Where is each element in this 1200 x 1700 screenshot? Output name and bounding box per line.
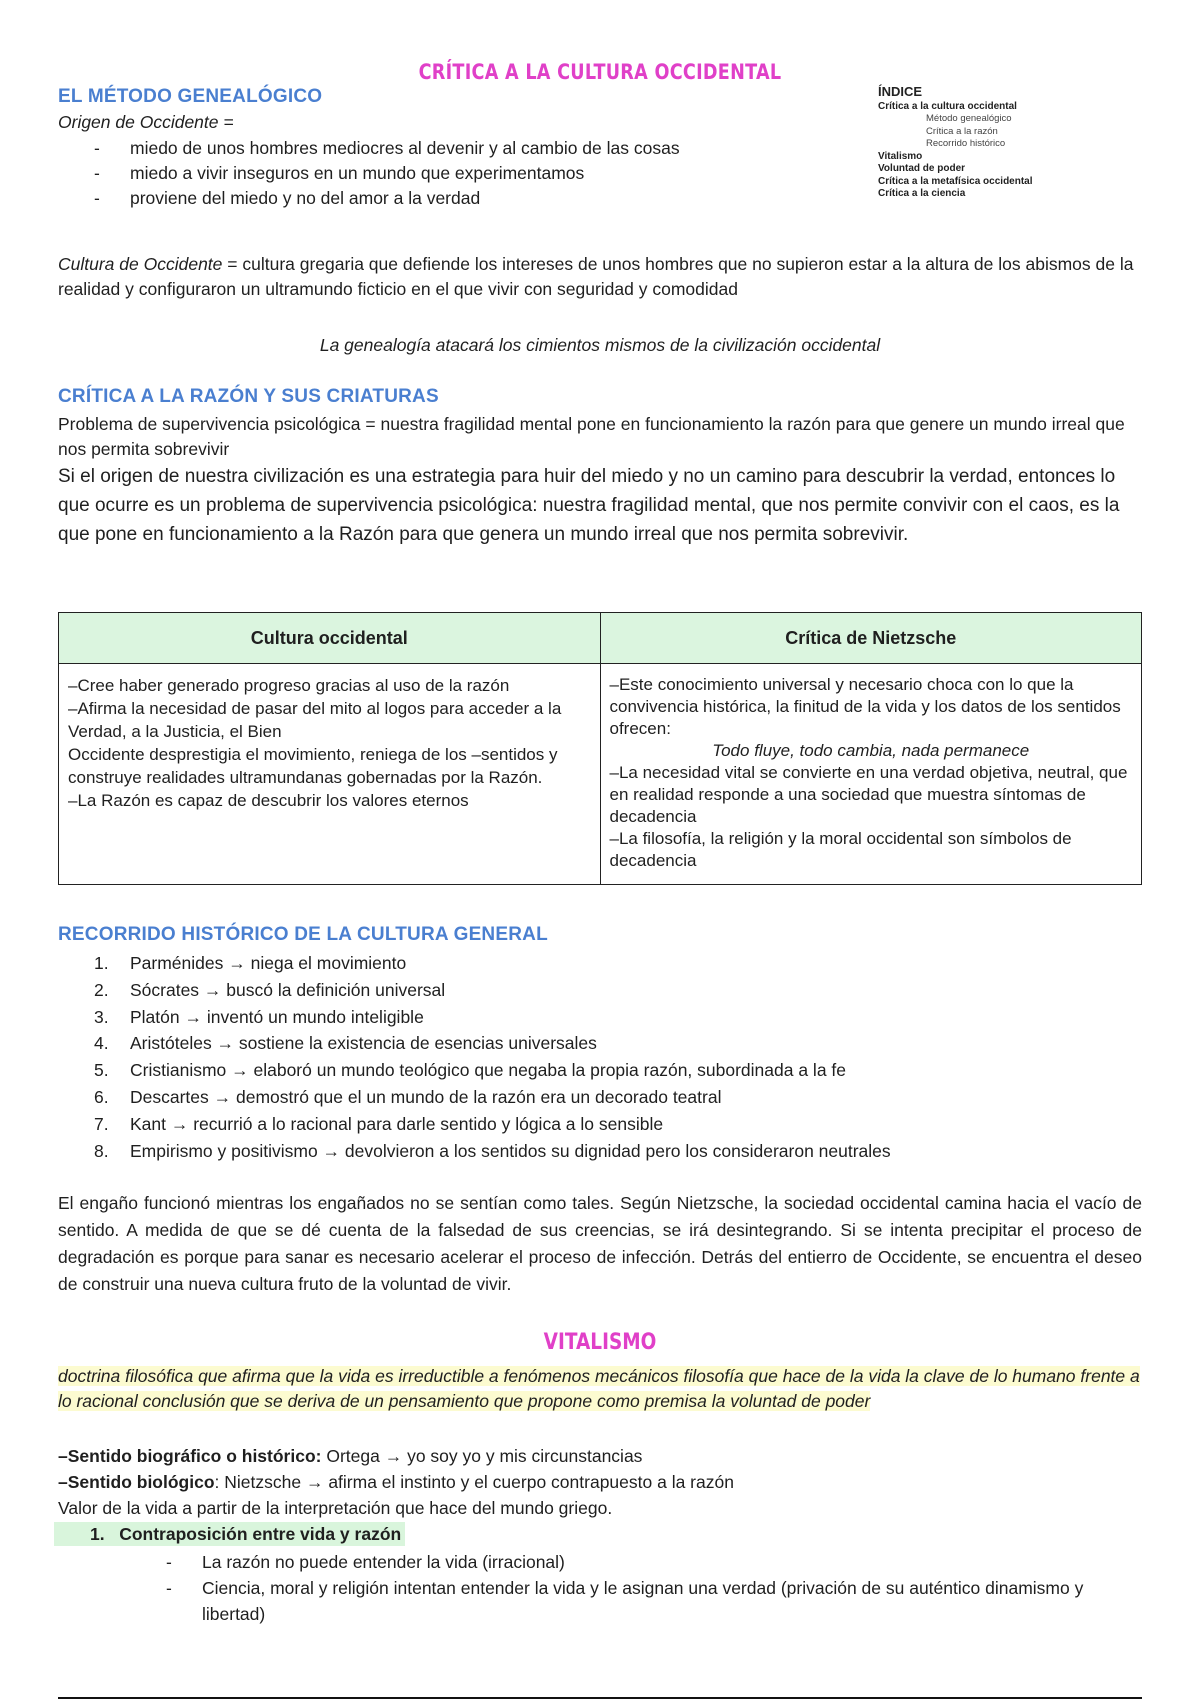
toc-heading: ÍNDICE — [878, 84, 923, 99]
list-text: Kant → recurrió a lo racional para darle sentido y lógica a lo sensible — [130, 1113, 664, 1134]
list-item: - proviene del miedo y no del amor a la verdad — [58, 186, 838, 211]
toc-item: Crítica a la cultura occidental — [878, 100, 1017, 112]
sense-biographical — [58, 1444, 1142, 1469]
point-label: Contraposición entre vida y razón — [119, 1524, 402, 1544]
sense-text: Ortega → yo soy yo y mis circunstancias — [321, 1446, 643, 1466]
list-item — [58, 1111, 1142, 1138]
list-item — [58, 1004, 1142, 1031]
list-text: Parménides → niega el movimiento — [130, 953, 407, 973]
list-number: 6. — [94, 1086, 109, 1107]
list-number: 3. — [94, 1006, 109, 1027]
cell-line-quote: Todo fluye, todo cambia, nada permanece — [712, 741, 1030, 760]
genealogy-note: La genealogía atacará los cimientos mismos de la civilización occidental — [319, 335, 881, 355]
list-item: - miedo a vivir inseguros en un mundo que experimentamos — [58, 161, 838, 186]
table-row — [59, 664, 1142, 885]
culture-label: Cultura de Occidente — [58, 254, 223, 274]
list-item — [58, 1138, 1142, 1165]
point-heading — [58, 1522, 1142, 1547]
history-paragraph: El engaño funcionó mientras los engañados no se sentían como tales. Según Nietzsche, la sociedad occidental camina hacia el vacío de sentido. A medida de que se dé cuenta de la falsedad de sus creencias, se irá desintegrando. Si se intenta precipitar el proceso de degradación es porque para sanar es necesario acelerar el proceso de infección. Detrás del entierro de Occidente, se encuentra el deseo de construir una nueva cultura fruto de la voluntad de vivir. — [58, 1193, 1142, 1294]
reason-summary: Problema de supervivencia psicológica = nuestra fragilidad mental pone en funcionamiento la razón para que genere un mundo irreal que nos permita sobrevivir — [58, 414, 1125, 459]
toc-item: Crítica a la razón — [926, 125, 998, 137]
toc-item: Vitalismo — [878, 150, 923, 162]
list-item — [58, 1030, 1142, 1057]
point-number: 1. — [90, 1524, 105, 1544]
table-header-western-culture: Cultura occidental — [59, 613, 601, 664]
cell-line: –La necesidad vital se convierte en una verdad objetiva, neutral, que en realidad responde a una sociedad que muestra síntomas de decadencia — [609, 763, 1128, 826]
toc-item: Recorrido histórico — [926, 138, 1006, 149]
cell-line: Occidente desprestigia el movimiento, reniega de los –sentidos y construye realidades ultramundanas gobernadas por la Razón. — [68, 745, 558, 787]
sense-label: –Sentido biológico — [58, 1472, 215, 1492]
list-number: 8. — [94, 1140, 109, 1161]
cell-line: –La filosofía, la religión y la moral occidental son símbolos de decadencia — [609, 829, 1072, 870]
point-heading-highlight — [54, 1522, 405, 1546]
list-item — [58, 1057, 1142, 1084]
history-list — [58, 950, 1142, 1164]
list-item — [58, 977, 1142, 1004]
reason-paragraph: Si el origen de nuestra civilización es una estrategia para huir del miedo y no un camino para descubrir la verdad, entonces lo que ocurre es un problema de supervivencia psicológica: nuestra fragilidad mental, que nos permite convivir con el caos, es la que pone en funcionamiento a la Razón para que genera un mundo irreal que nos permita sobrevivir. — [58, 466, 1120, 545]
point-sublist — [58, 1549, 1142, 1627]
vitalismo-title: VITALISMO — [543, 1330, 657, 1355]
toc-item: Crítica a la ciencia — [878, 188, 966, 199]
list-number: 1. — [94, 953, 109, 973]
document-page — [58, 0, 1142, 1700]
reason-heading: CRÍTICA A LA RAZÓN Y SUS CRIATURAS — [58, 386, 439, 407]
cell-line: –Afirma la necesidad de pasar del mito al logos para acceder a la Verdad, a la Justicia, el Bien — [68, 699, 562, 741]
genealogy-heading: EL MÉTODO GENEALÓGICO — [58, 86, 323, 107]
cell-line: –Cree haber generado progreso gracias al uso de la razón — [68, 676, 510, 695]
culture-text: = cultura gregaria que defiende los intereses de unos hombres que no supieron estar a la altura de los abismos de la realidad y configuraron un ultramundo ficticio en el que vivir con seguridad y comodidad — [58, 254, 1134, 299]
list-item: - miedo de unos hombres mediocres al devenir y al cambio de las cosas — [58, 136, 838, 161]
list-number: 7. — [94, 1113, 109, 1134]
list-text: Sócrates → buscó la definición universal — [130, 979, 446, 1000]
page-divider — [58, 1697, 1142, 1699]
vitalismo-definition — [58, 1364, 1142, 1414]
history-heading: RECORRIDO HISTÓRICO DE LA CULTURA GENERAL — [58, 924, 548, 945]
comparison-table — [58, 612, 1142, 885]
table-header-nietzsche-critique: Crítica de Nietzsche — [600, 613, 1142, 664]
toc-item: Método genealógico — [926, 113, 1012, 124]
list-text: Empirismo y positivismo → devolvieron a los sentidos su dignidad pero los consideraron neutrales — [130, 1140, 891, 1161]
list-item: - Ciencia, moral y religión intentan entender la vida y le asignan una verdad (privación de su auténtico dinamismo y libertad) — [58, 1575, 1142, 1627]
origin-list — [58, 136, 838, 211]
sense-biological — [58, 1470, 1142, 1495]
list-text: Aristóteles → sostiene la existencia de esencias universales — [130, 1033, 597, 1054]
toc-item: Crítica a la metafísica occidental — [878, 175, 1033, 187]
list-text: Platón → inventó un mundo inteligible — [130, 1006, 424, 1027]
cell-line: –Este conocimiento universal y necesario choca con lo que la convivencia histórica, la finitud de la vida y los datos de los sentidos ofrecen: — [609, 675, 1121, 738]
life-value-line: Valor de la vida a partir de la interpretación que hace del mundo griego. — [58, 1498, 613, 1518]
table-cell-western-culture — [59, 664, 601, 885]
list-item — [58, 1084, 1142, 1111]
sense-text: : Nietzsche → afirma el instinto y el cuerpo contrapuesto a la razón — [214, 1472, 734, 1492]
sense-label: –Sentido biográfico o histórico: — [58, 1446, 322, 1466]
culture-definition — [58, 252, 1142, 302]
list-number: 4. — [94, 1033, 109, 1054]
list-item — [58, 950, 1142, 977]
list-item: - La razón no puede entender la vida (irracional) — [58, 1549, 1142, 1575]
definition-highlight: doctrina filosófica que afirma que la vida es irreductible a fenómenos mecánicos filosofía que hace de la vida la clave de lo humano frente a lo racional conclusión que se deriva de un pensamiento que propone como premisa la voluntad de poder — [58, 1366, 1140, 1411]
origin-label: Origen de Occidente = — [58, 112, 234, 132]
list-number: 2. — [94, 979, 109, 1000]
cell-line: –La Razón es capaz de descubrir los valores eternos — [68, 791, 469, 810]
toc-item: Voluntad de poder — [878, 163, 966, 174]
list-text: Cristianismo → elaboró un mundo teológico que negaba la propia razón, subordinada a la fe — [130, 1060, 847, 1081]
page-title: CRÍTICA A LA CULTURA OCCIDENTAL — [418, 60, 782, 84]
list-number: 5. — [94, 1060, 109, 1081]
table-cell-nietzsche-critique — [600, 664, 1142, 885]
list-text: Descartes → demostró que el un mundo de la razón era un decorado teatral — [130, 1086, 722, 1107]
